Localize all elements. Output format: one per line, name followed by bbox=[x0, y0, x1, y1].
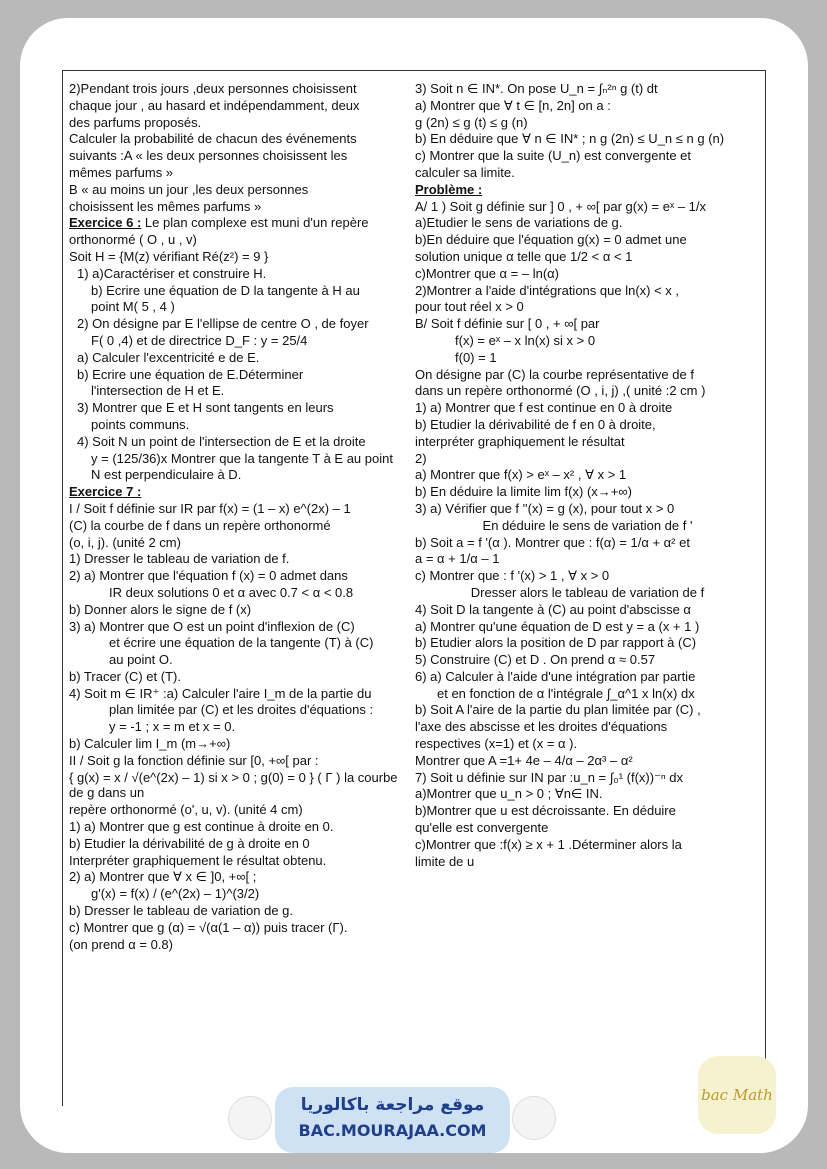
text-line bbox=[415, 635, 760, 651]
line-text: 1) a) Montrer que g est continue à droite en 0. bbox=[69, 819, 334, 835]
line-text: b) Etudier alors la position de D par rapport à (C) bbox=[415, 635, 697, 651]
text-line bbox=[69, 802, 409, 818]
line-text: y = -1 ; x = m et x = 0. bbox=[109, 719, 236, 735]
footer-arabic-title: موقع مراجعة باكالوريا bbox=[300, 1095, 485, 1115]
text-line bbox=[415, 299, 760, 315]
text-line bbox=[69, 736, 409, 752]
text-line bbox=[69, 836, 409, 852]
text-line bbox=[415, 249, 760, 265]
line-text: 3) Montrer que E et H sont tangents en leurs bbox=[77, 400, 334, 416]
text-line bbox=[69, 869, 409, 885]
text-line bbox=[69, 702, 409, 718]
line-text: F( 0 ,4) et de directrice D_F : y = 25/4 bbox=[91, 332, 308, 348]
text-line bbox=[69, 669, 409, 685]
text-line bbox=[69, 501, 409, 517]
text-line bbox=[415, 484, 760, 500]
line-text: solution unique α telle que 1/2 < α < 1 bbox=[415, 248, 633, 264]
line-text: a)Etudier le sens de variations de g. bbox=[415, 215, 623, 231]
line-text: 3) a) Vérifier que f ''(x) = g (x), pour tout x > 0 bbox=[415, 500, 675, 516]
line-text: { g(x) = x / √(e^(2x) – 1) si x > 0 ; g(0) = 0 } ( Γ ) la courbe de g dans un bbox=[69, 769, 398, 801]
line-text: (C) la courbe de f dans un repère orthonormé bbox=[69, 517, 331, 533]
line-text: IR deux solutions 0 et α avec 0.7 < α < 0.8 bbox=[109, 584, 354, 600]
line-text: c)Montrer que :f(x) ≥ x + 1 .Déterminer alors la bbox=[415, 836, 682, 852]
text-line bbox=[415, 115, 760, 131]
text-line bbox=[415, 131, 760, 147]
text-line bbox=[69, 434, 409, 450]
line-text: 1) a) Montrer que f est continue en 0 à droite bbox=[415, 400, 673, 416]
text-line bbox=[69, 920, 409, 936]
text-line bbox=[415, 283, 760, 299]
line-text: 3) Soit n ∈ IN*. On pose U_n = ∫ₙ²ⁿ g (t) dt bbox=[415, 81, 658, 96]
text-line bbox=[69, 753, 409, 769]
section-heading: Problème : bbox=[415, 181, 483, 197]
text-line bbox=[69, 148, 409, 164]
text-line bbox=[415, 451, 760, 467]
line-text: 7) Soit u définie sur IN par :u_n = ∫₀¹ (f(x))⁻ⁿ dx bbox=[415, 769, 684, 785]
text-line bbox=[415, 518, 760, 534]
text-line bbox=[415, 786, 760, 802]
line-text: c) Montrer que : f '(x) > 1 , ∀ x > 0 bbox=[415, 568, 610, 584]
text-line bbox=[69, 535, 409, 551]
text-line bbox=[415, 232, 760, 248]
line-text: plan limitée par (C) et les droites d'équations : bbox=[109, 702, 374, 718]
line-text: b) En déduire la limite lim f(x) (x→+∞) bbox=[415, 484, 632, 500]
text-line bbox=[415, 568, 760, 584]
line-text: b) Tracer (C) et (T). bbox=[69, 668, 181, 684]
text-line bbox=[69, 652, 409, 668]
line-text: b) Etudier la dérivabilité de g à droite en 0 bbox=[69, 835, 310, 851]
text-line bbox=[69, 568, 409, 584]
text-line bbox=[415, 854, 760, 870]
line-text: b) En déduire que ∀ n ∈ IN* ; n g (2n) ≤ U_n ≤ n g (n) bbox=[415, 131, 725, 147]
line-text: des parfums proposés. bbox=[69, 114, 202, 130]
text-line bbox=[415, 400, 760, 416]
text-line bbox=[415, 551, 760, 567]
line-text: qu'elle est convergente bbox=[415, 820, 549, 836]
line-text: b) Calculer lim I_m (m→+∞) bbox=[69, 736, 231, 752]
text-line bbox=[69, 619, 409, 635]
line-text: A/ 1 ) Soit g définie sur ] 0 , + ∞[ par g(x) = eˣ – 1/x bbox=[415, 198, 707, 214]
text-line bbox=[415, 98, 760, 114]
text-line bbox=[69, 400, 409, 416]
line-text: f(x) = eˣ – x ln(x) si x > 0 bbox=[455, 332, 596, 348]
line-text: f(0) = 1 bbox=[455, 349, 497, 365]
line-text: II / Soit g la fonction définie sur [0, +∞[ par : bbox=[69, 752, 319, 768]
text-line bbox=[415, 652, 760, 668]
line-text: b) Donner alors le signe de f (x) bbox=[69, 601, 252, 617]
text-line bbox=[69, 81, 409, 97]
line-text: b) Soit a = f '(α ). Montrer que : f(α) = 1/α + α² et bbox=[415, 534, 690, 550]
text-line bbox=[415, 148, 760, 164]
text-line bbox=[69, 886, 409, 902]
line-text: (on prend α = 0.8) bbox=[69, 936, 173, 952]
text-line bbox=[69, 131, 409, 147]
line-text: point M( 5 , 4 ) bbox=[91, 299, 175, 315]
text-line bbox=[69, 602, 409, 618]
text-line bbox=[69, 686, 409, 702]
line-text: a)Montrer que u_n > 0 ; ∀n∈ IN. bbox=[415, 786, 603, 802]
text-line bbox=[69, 819, 409, 835]
line-text: 4) Soit N un point de l'intersection de E et la droite bbox=[77, 433, 366, 449]
text-line bbox=[69, 451, 409, 467]
line-text: B « au moins un jour ,les deux personnes bbox=[69, 181, 309, 197]
text-line bbox=[69, 199, 409, 215]
line-text: b)Montrer que u est décroissante. En déduire bbox=[415, 803, 676, 819]
text-line bbox=[69, 551, 409, 567]
footer-site-url[interactable]: BAC.MOURAJAA.COM bbox=[298, 1121, 487, 1140]
line-text: 4) Soit m ∈ IR⁺ :a) Calculer l'aire I_m de la partie du bbox=[69, 685, 372, 701]
line-text: limite de u bbox=[415, 853, 475, 869]
text-line bbox=[69, 770, 409, 802]
line-text: 1) a)Caractériser et construire H. bbox=[77, 265, 267, 281]
text-line bbox=[415, 417, 760, 433]
text-line bbox=[415, 535, 760, 551]
text-line bbox=[415, 367, 760, 383]
text-line bbox=[415, 81, 760, 97]
line-text: 6) a) Calculer à l'aide d'une intégration par partie bbox=[415, 668, 696, 684]
text-line bbox=[69, 215, 409, 231]
text-line bbox=[69, 266, 409, 282]
line-text: Calculer la probabilité de chacun des événements bbox=[69, 131, 357, 147]
line-text: B/ Soit f définie sur [ 0 , + ∞[ par bbox=[415, 316, 600, 332]
text-line bbox=[69, 484, 409, 500]
line-text: choisissent les mêmes parfums » bbox=[69, 198, 262, 214]
line-text: l'intersection de H et E. bbox=[91, 383, 225, 399]
line-text: 1) Dresser le tableau de variation de f. bbox=[69, 551, 290, 567]
text-line bbox=[69, 182, 409, 198]
line-text: au point O. bbox=[109, 652, 173, 668]
text-line bbox=[69, 585, 409, 601]
text-line bbox=[69, 98, 409, 114]
text-line bbox=[69, 165, 409, 181]
line-text: calculer sa limite. bbox=[415, 164, 515, 180]
line-text: On désigne par (C) la courbe représentative de f bbox=[415, 366, 694, 382]
line-text: g'(x) = f(x) / (e^(2x) – 1)^(3/2) bbox=[91, 886, 260, 902]
text-line bbox=[415, 585, 760, 601]
line-text: a = α + 1/α – 1 bbox=[415, 551, 500, 567]
line-text: b) Dresser le tableau de variation de g. bbox=[69, 903, 294, 919]
text-line bbox=[69, 367, 409, 383]
text-line bbox=[415, 316, 760, 332]
site-logo-right bbox=[512, 1096, 556, 1140]
line-text: orthonormé ( O , u , v) bbox=[69, 232, 197, 248]
text-line bbox=[415, 434, 760, 450]
line-text: 2) On désigne par E l'ellipse de centre O , de foyer bbox=[77, 316, 369, 332]
text-line bbox=[415, 820, 760, 836]
line-text: En déduire le sens de variation de f ' bbox=[482, 517, 693, 533]
site-logo-left bbox=[228, 1096, 272, 1140]
line-text: b) Ecrire une équation de E.Déterminer bbox=[77, 366, 304, 382]
line-text: Montrer que A =1+ 4e – 4/α – 2α³ – α² bbox=[415, 752, 633, 768]
line-text: I / Soit f définie sur IR par f(x) = (1 – x) e^(2x) – 1 bbox=[69, 500, 351, 516]
text-line bbox=[415, 266, 760, 282]
line-text: a) Montrer que ∀ t ∈ [n, 2n] on a : bbox=[415, 97, 611, 113]
text-line bbox=[415, 770, 760, 786]
right-column bbox=[415, 81, 760, 870]
text-line bbox=[415, 199, 760, 215]
text-line bbox=[69, 417, 409, 433]
line-text: 3) a) Montrer que O est un point d'inflexion de (C) bbox=[69, 618, 355, 634]
text-line bbox=[415, 803, 760, 819]
text-line bbox=[415, 165, 760, 181]
text-line bbox=[415, 333, 760, 349]
line-text: (o, i, j). (unité 2 cm) bbox=[69, 534, 181, 550]
text-line bbox=[415, 837, 760, 853]
text-line bbox=[415, 619, 760, 635]
text-line bbox=[415, 350, 760, 366]
line-text: et écrire une équation de la tangente (T) à (C) bbox=[109, 635, 374, 651]
text-line bbox=[69, 249, 409, 265]
line-text: repère orthonormé (o', u, v). (unité 4 cm) bbox=[69, 802, 303, 818]
line-text: 2) a) Montrer que l'équation f (x) = 0 admet dans bbox=[69, 568, 348, 584]
line-text: a) Montrer qu'une équation de D est y = a (x + 1 ) bbox=[415, 618, 700, 634]
line-text: 2)Montrer a l'aide d'intégrations que ln(x) < x , bbox=[415, 282, 680, 298]
line-text: y = (125/36)x Montrer que la tangente T à E au point bbox=[91, 450, 393, 466]
line-text: interpréter graphiquement le résultat bbox=[415, 433, 625, 449]
text-line bbox=[69, 350, 409, 366]
line-text: 2) a) Montrer que ∀ x ∈ ]0, +∞[ ; bbox=[69, 869, 257, 885]
text-line bbox=[415, 702, 760, 718]
line-text: l'axe des abscisse et les droites d'équations bbox=[415, 719, 668, 735]
text-line bbox=[415, 501, 760, 517]
text-line bbox=[69, 518, 409, 534]
bac-math-logo: bac Math bbox=[698, 1056, 776, 1134]
line-text: points communs. bbox=[91, 416, 190, 432]
document-page bbox=[62, 70, 766, 1106]
line-text: Dresser alors le tableau de variation de f bbox=[470, 584, 705, 600]
text-line bbox=[415, 736, 760, 752]
text-line bbox=[69, 937, 409, 953]
line-text: c) Montrer que g (α) = √(α(1 – α)) puis tracer (Γ). bbox=[69, 919, 348, 935]
line-text: b)En déduire que l'équation g(x) = 0 admet une bbox=[415, 232, 687, 248]
line-text: 5) Construire (C) et D . On prend α ≈ 0.57 bbox=[415, 652, 656, 668]
text-line bbox=[415, 182, 760, 198]
left-column bbox=[69, 81, 409, 953]
section-heading: Exercice 7 : bbox=[69, 484, 142, 500]
text-line bbox=[69, 853, 409, 869]
line-text: b) Soit A l'aire de la partie du plan limitée par (C) , bbox=[415, 702, 701, 718]
line-text: b) Etudier la dérivabilité de f en 0 à droite, bbox=[415, 416, 656, 432]
line-text: c)Montrer que α = – ln(α) bbox=[415, 265, 559, 281]
text-line bbox=[415, 215, 760, 231]
text-line bbox=[69, 635, 409, 651]
text-line bbox=[69, 719, 409, 735]
text-line bbox=[69, 115, 409, 131]
text-line bbox=[415, 719, 760, 735]
line-text: chaque jour , au hasard et indépendamment, deux bbox=[69, 97, 360, 113]
line-text: dans un repère orthonormé (O , i, j) ,( unité :2 cm ) bbox=[415, 383, 706, 399]
line-text: suivants :A « les deux personnes choisissent les bbox=[69, 148, 348, 164]
line-text: a) Montrer que f(x) > eˣ – x² , ∀ x > 1 bbox=[415, 467, 627, 483]
section-heading: Exercice 6 : bbox=[69, 215, 142, 231]
line-text: Soit H = {M(z) vérifiant Ré(z²) = 9 } bbox=[69, 248, 269, 264]
text-line bbox=[415, 669, 760, 685]
line-text: g (2n) ≤ g (t) ≤ g (n) bbox=[415, 114, 528, 130]
text-line bbox=[69, 316, 409, 332]
line-text: 2) bbox=[415, 450, 427, 466]
text-line bbox=[69, 283, 409, 299]
line-text: a) Calculer l'excentricité e de E. bbox=[77, 349, 260, 365]
line-text: b) Ecrire une équation de D la tangente à H au bbox=[91, 282, 360, 298]
text-line bbox=[69, 383, 409, 399]
text-line bbox=[69, 299, 409, 315]
text-line bbox=[415, 602, 760, 618]
line-text: mêmes parfums » bbox=[69, 164, 174, 180]
line-text: et en fonction de α l'intégrale ∫_α^1 x ln(x) dx bbox=[437, 685, 695, 701]
line-text: Le plan complexe est muni d'un repère bbox=[141, 215, 369, 231]
line-text: 4) Soit D la tangente à (C) au point d'abscisse α bbox=[415, 601, 691, 617]
text-line bbox=[69, 467, 409, 483]
line-text: respectives (x=1) et (x = α ). bbox=[415, 736, 578, 752]
line-text: c) Montrer que la suite (U_n) est convergente et bbox=[415, 148, 692, 164]
text-line bbox=[69, 333, 409, 349]
text-line bbox=[415, 467, 760, 483]
line-text: N est perpendiculaire à D. bbox=[91, 467, 242, 483]
line-text: pour tout réel x > 0 bbox=[415, 299, 524, 315]
text-line bbox=[415, 753, 760, 769]
line-text: 2)Pendant trois jours ,deux personnes choisissent bbox=[69, 81, 357, 96]
line-text: Interpréter graphiquement le résultat obtenu. bbox=[69, 852, 327, 868]
text-line bbox=[415, 383, 760, 399]
text-line bbox=[415, 686, 760, 702]
text-line bbox=[69, 232, 409, 248]
footer-site-badge[interactable] bbox=[275, 1087, 510, 1153]
text-line bbox=[69, 903, 409, 919]
